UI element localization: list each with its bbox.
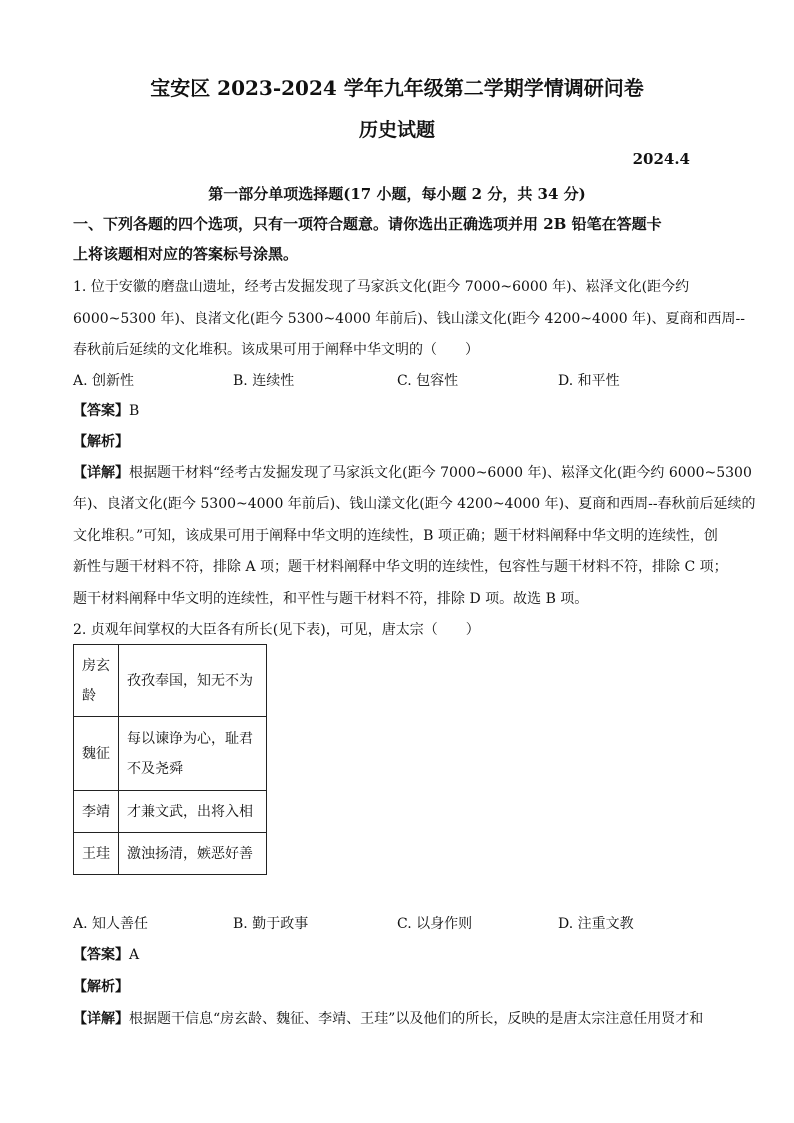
minister-name: [74, 645, 119, 717]
q1-option-b: B. 连续性: [233, 373, 295, 389]
q1-answer-tag: 【答案】: [73, 403, 129, 419]
page-title: 宝安区 2023-2024 学年九年级第二学期学情调研问卷: [150, 76, 644, 100]
minister-strength-line-1: 每以谏诤为心，耻君: [127, 730, 253, 747]
instruction-line-2: 上将该题相对应的答案标号涂黑。: [73, 245, 299, 263]
q2-option-d: D. 注重文教: [558, 916, 634, 932]
minister-strength: [119, 717, 267, 791]
q2-analysis-tag: 【解析】: [73, 979, 129, 995]
table-row: [74, 791, 267, 833]
q2-answer: [73, 944, 139, 964]
q1-detail-line-4: 新性与题干材料不符，排除 A 项；题干材料阐释中华文明的连续性，包容性与题干材料不符，排除 C 项；: [73, 559, 728, 575]
minister-name: [74, 833, 119, 875]
q2-detail-tag: 【详解】: [73, 1011, 129, 1027]
q1-stem-line-3: 春秋前后延续的文化堆积。该成果可用于阐释中华文明的（ ）: [73, 342, 479, 358]
q1-analysis: [73, 431, 129, 451]
minister-strength: [119, 645, 267, 717]
section-heading: 第一部分单项选择题(17 小题，每小题 2 分，共 34 分): [208, 185, 586, 203]
q2-answer-tag: 【答案】: [73, 947, 129, 963]
q1-detail-line-1: [73, 462, 752, 482]
page-subtitle: 历史试题: [358, 119, 435, 141]
q2-detail-text-1: 根据题干信息“房玄龄、魏征、李靖、王珪”以及他们的所长，反映的是唐太宗注意任用贤才和: [129, 1011, 704, 1027]
minister-name-line-1: 魏征: [82, 745, 110, 762]
minister-strength: [119, 833, 267, 875]
table-row: [74, 645, 267, 717]
q1-answer: [73, 400, 139, 420]
minister-name-line-1: 房玄: [82, 657, 110, 674]
q1-detail-line-3: 文化堆积。”可知，该成果可用于阐释中华文明的连续性，B 项正确；题干材料阐释中华文明的连续性，创: [73, 528, 718, 544]
q2-option-b: B. 勤于政事: [233, 916, 309, 932]
minister-name: [74, 717, 119, 791]
q2-detail-line-1: [73, 1008, 703, 1028]
minister-strength-line-2: 不及尧舜: [127, 760, 183, 777]
minister-name-line-1: 王珪: [82, 845, 110, 862]
q1-option-a: A. 创新性: [73, 373, 135, 389]
table-row: [74, 717, 267, 791]
q1-detail-line-2: 年)、良渚文化(距今 5300~4000 年前后)、钱山漾文化(距今 4200~4000 年)、夏商和西周--春秋前后延续的: [73, 496, 756, 512]
minister-strength-line-1: 孜孜奉国，知无不为: [127, 672, 253, 689]
minister-name: [74, 791, 119, 833]
minister-strength: [119, 791, 267, 833]
q1-answer-value: B: [129, 403, 140, 419]
ministers-table: [73, 644, 267, 875]
q2-option-c: C. 以身作则: [397, 916, 473, 932]
q2-answer-value: A: [129, 947, 140, 963]
q2-option-a: A. 知人善任: [73, 916, 149, 932]
q1-detail-tag: 【详解】: [73, 465, 129, 481]
minister-strength-line-1: 才兼文武，出将入相: [127, 803, 253, 820]
q2-stem: 2. 贞观年间掌权的大臣各有所长(见下表)，可见，唐太宗（ ）: [73, 622, 480, 638]
q1-detail-line-5: 题干材料阐释中华文明的连续性，和平性与题干材料不符，排除 D 项。故选 B 项。: [73, 591, 589, 607]
q1-stem-line-1: 1. 位于安徽的磨盘山遗址，经考古发掘发现了马家浜文化(距今 7000~6000 年)、崧泽文化(距今约: [73, 279, 690, 295]
q1-stem-line-2: 6000~5300 年)、良渚文化(距今 5300~4000 年前后)、钱山漾文化(距今 4200~4000 年)、夏商和西周--: [73, 311, 745, 327]
q1-option-d: D. 和平性: [558, 373, 620, 389]
q1-option-c: C. 包容性: [397, 373, 459, 389]
q1-detail-text-1: 根据题干材料“经考古发掘发现了马家浜文化(距今 7000~6000 年)、崧泽文化(距今约 6000~5300: [129, 465, 752, 481]
q1-analysis-tag: 【解析】: [73, 434, 129, 450]
instruction-line-1: 一、下列各题的四个选项，只有一项符合题意。请你选出正确选项并用 2B 铅笔在答题卡: [73, 215, 662, 233]
q2-analysis: [73, 976, 129, 996]
minister-strength-line-1: 激浊扬清，嫉恶好善: [127, 845, 253, 862]
minister-name-line-1: 李靖: [82, 803, 110, 820]
exam-date: 2024.4: [632, 150, 690, 168]
table-row: [74, 833, 267, 875]
minister-name-line-2: 龄: [82, 687, 96, 704]
